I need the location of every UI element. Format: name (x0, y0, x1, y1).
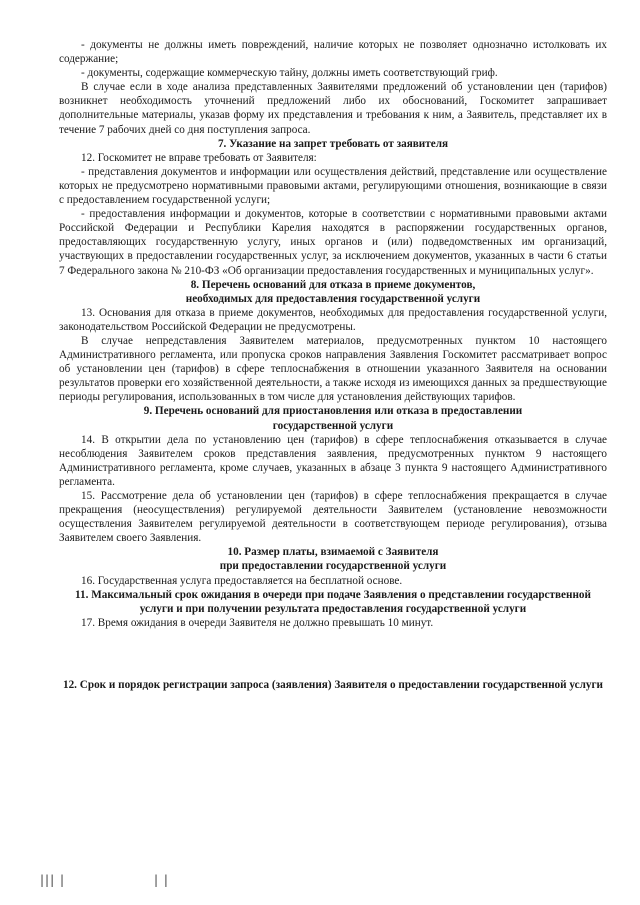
section-heading-9-line2: государственной услуги (272, 419, 394, 432)
section-heading-10-line2: при предоставлении государственной услуги (219, 560, 447, 573)
section-heading-10: 10. Размер платы, взимаемой с Заявителя (227, 546, 439, 559)
paragraph: - документы не должны иметь повреждений, наличие которых не позволяет однозначно истолковать их содержание; (59, 39, 607, 66)
paragraph: 15. Рассмотрение дела об установлении цен (тарифов) в сфере теплоснабжения прекращается в случае прекращения (неосуществления) регулируемой деятельности Заявителем (установление невозможности осуществления Заявителем регулируемой деятельности в соответствующем периоде регулирования), отзыва Заявителем своего Заявления. (59, 490, 607, 545)
scan-marks-right: | | (154, 873, 169, 887)
section-heading-8-line2: необходимых для предоставления государственной услуги (185, 292, 481, 305)
paragraph: 16. Государственная услуга предоставляется на бесплатной основе. (81, 574, 403, 587)
paragraph: В случае если в ходе анализа представленных Заявителями предложений об установлении цен (тарифов) возникнет необходимость уточнений предложений либо их обоснований, Госкомитет запрашивает дополнительные материалы, указав форму их представления и требования к ним, а Заявитель, представляет их в течение 7 рабочих дней со дня поступления запроса. (59, 81, 607, 136)
paragraph: 12. Госкомитет не вправе требовать от Заявителя: (81, 151, 317, 164)
scan-marks-left: ||| | (40, 873, 65, 887)
section-heading-11: 11. Максимальный срок ожидания в очереди при подаче Заявления о представлении государственной услуги и при получении результата предоставления государственной услуги (75, 588, 591, 615)
paragraph: В случае непредставления Заявителем материалов, предусмотренных пунктом 10 настоящего Административного регламента, или пропуска сроков направления Заявления Госкомитет рассматривает вопрос об установлении цен (тарифов) в сфере теплоснабжения в отношении указанного Заявителя на основании результатов проверки его хозяйственной деятельности, а также исходя из имеющихся данных за предшествующие периоды регулирования, использованных в том числе для установления действующих тарифов. (59, 334, 607, 404)
paragraph: 14. В открытии дела по установлению цен (тарифов) в сфере теплоснабжения отказывается в случае несоблюдения Заявителем сроков представления заявления, предусмотренных пунктом 9 настоящего Административного регламента, кроме случаев, указанных в абзаце 3 пункта 9 настоящего Административного регламента. (59, 433, 607, 488)
section-heading-9: 9. Перечень оснований для приостановления или отказа в предоставлении (143, 405, 523, 418)
document-page (59, 38, 607, 692)
section-heading-7: 7. Указание на запрет требовать от заявителя (217, 137, 449, 150)
section-heading-8: 8. Перечень оснований для отказа в приеме документов, (190, 278, 476, 291)
spacer (59, 630, 607, 678)
paragraph: - предоставления информации и документов, которые в соответствии с нормативными правовыми актами Российской Федерации и Республики Карелия находятся в распоряжении государственных органов, предоставляющих государственную услугу, иных органов и (или) подведомственных им организаций, участвующих в предоставлении государственных услуг, за исключением документов, указанных в части 6 статьи 7 Федерального закона № 210-ФЗ «Об организации предоставления государственных и муниципальных услуг». (59, 208, 607, 277)
paragraph: - документы, содержащие коммерческую тайну, должны иметь соответствующий гриф. (81, 67, 498, 80)
paragraph: 13. Основания для отказа в приеме документов, необходимых для предоставления государственной услуги, законодательством Российской Федерации не предусмотрены. (59, 306, 607, 333)
paragraph: 17. Время ожидания в очереди Заявителя не должно превышать 10 минут. (81, 616, 434, 629)
paragraph: - представления документов и информации или осуществления действий, представление или осуществление которых не предусмотрено нормативными правовыми актами, регулирующими отношения, возникающие в связи с предоставлением государственной услуги; (59, 165, 607, 207)
section-heading-12: 12. Срок и порядок регистрации запроса (заявления) Заявителя о предоставлении государственной услуги (62, 678, 603, 691)
